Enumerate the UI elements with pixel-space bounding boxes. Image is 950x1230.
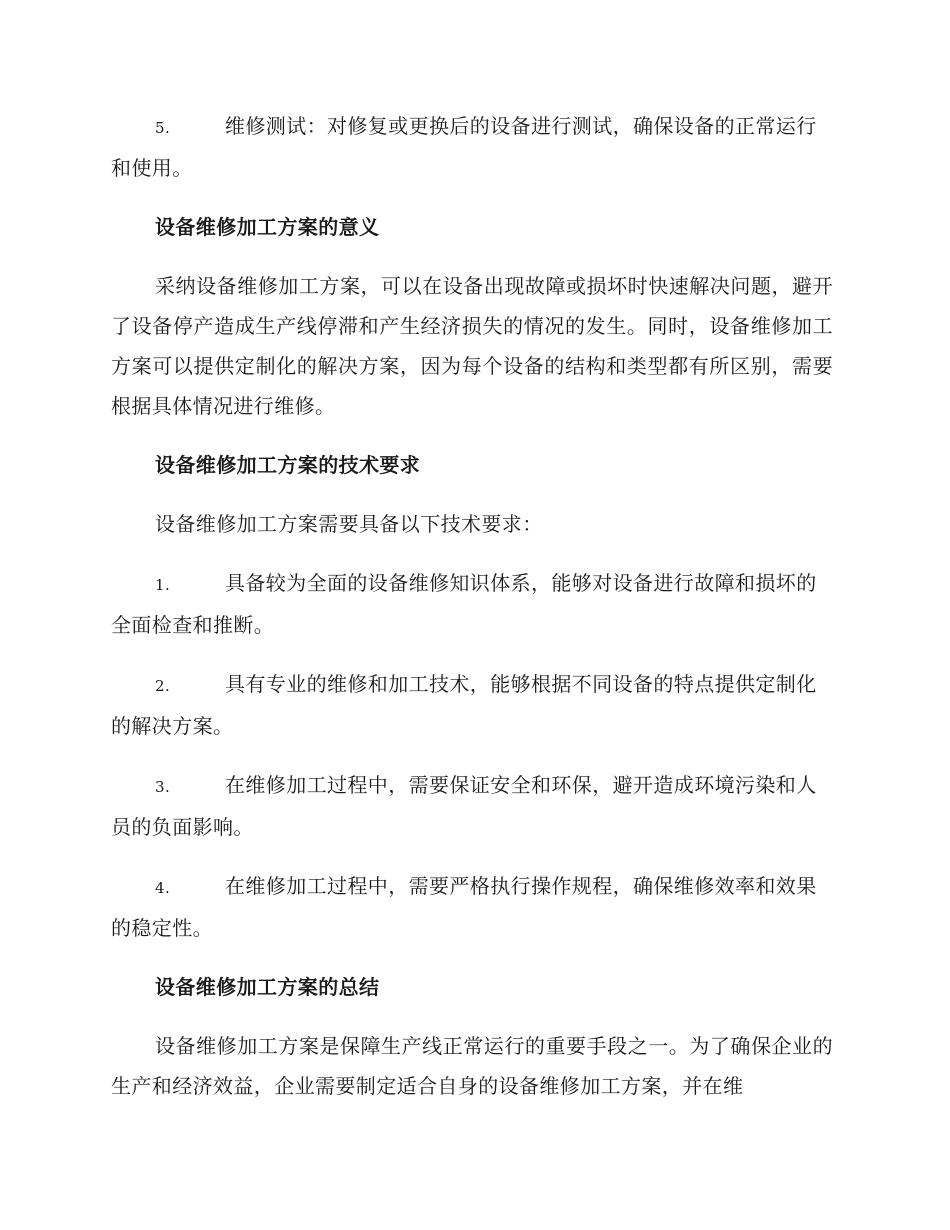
list-item-4	[111, 866, 833, 948]
list-number: 3.	[155, 778, 171, 796]
list-text: 在维修加工过程中，需要严格执行操作规程，确保维修效率和效果的稳定性。	[111, 874, 817, 940]
list-number: 5.	[155, 119, 171, 137]
list-number: 1.	[155, 576, 171, 594]
list-text: 具有专业的维修和加工技术，能够根据不同设备的特点提供定制化的解决方案。	[111, 672, 817, 738]
heading-summary: 设备维修加工方案的总结	[155, 975, 380, 999]
list-number: 2.	[155, 677, 171, 695]
list-item-3	[111, 765, 833, 847]
list-text: 在维修加工过程中，需要保证安全和环保，避开造成环境污染和人员的负面影响。	[111, 773, 817, 839]
list-item-5	[111, 106, 833, 188]
paragraph-summary: 设备维修加工方案是保障生产线正常运行的重要手段之一。为了确保企业的生产和经济效益，企业需要制定适合自身的设备维修加工方案，并在维	[111, 1034, 833, 1098]
heading-significance: 设备维修加工方案的意义	[155, 215, 380, 239]
list-text: 维修测试：对修复或更换后的设备进行测试，确保设备的正常运行和使用。	[111, 114, 817, 180]
list-text: 具备较为全面的设备维修知识体系，能够对设备进行故障和损坏的全面检查和推断。	[111, 571, 817, 637]
paragraph-requirements-intro: 设备维修加工方案需要具备以下技术要求：	[155, 512, 543, 536]
list-item-2	[111, 664, 833, 746]
heading-requirements: 设备维修加工方案的技术要求	[155, 453, 421, 477]
document-page	[111, 106, 833, 1125]
paragraph-significance: 采纳设备维修加工方案，可以在设备出现故障或损坏时快速解决问题，避开了设备停产造成生产线停滞和产生经济损失的情况的发生。同时，设备维修加工方案可以提供定制化的解决方案，因为每个设备的结构和类型都有所区别，需要根据具体情况进行维修。	[111, 274, 833, 418]
list-item-1	[111, 563, 833, 645]
list-number: 4.	[155, 879, 171, 897]
